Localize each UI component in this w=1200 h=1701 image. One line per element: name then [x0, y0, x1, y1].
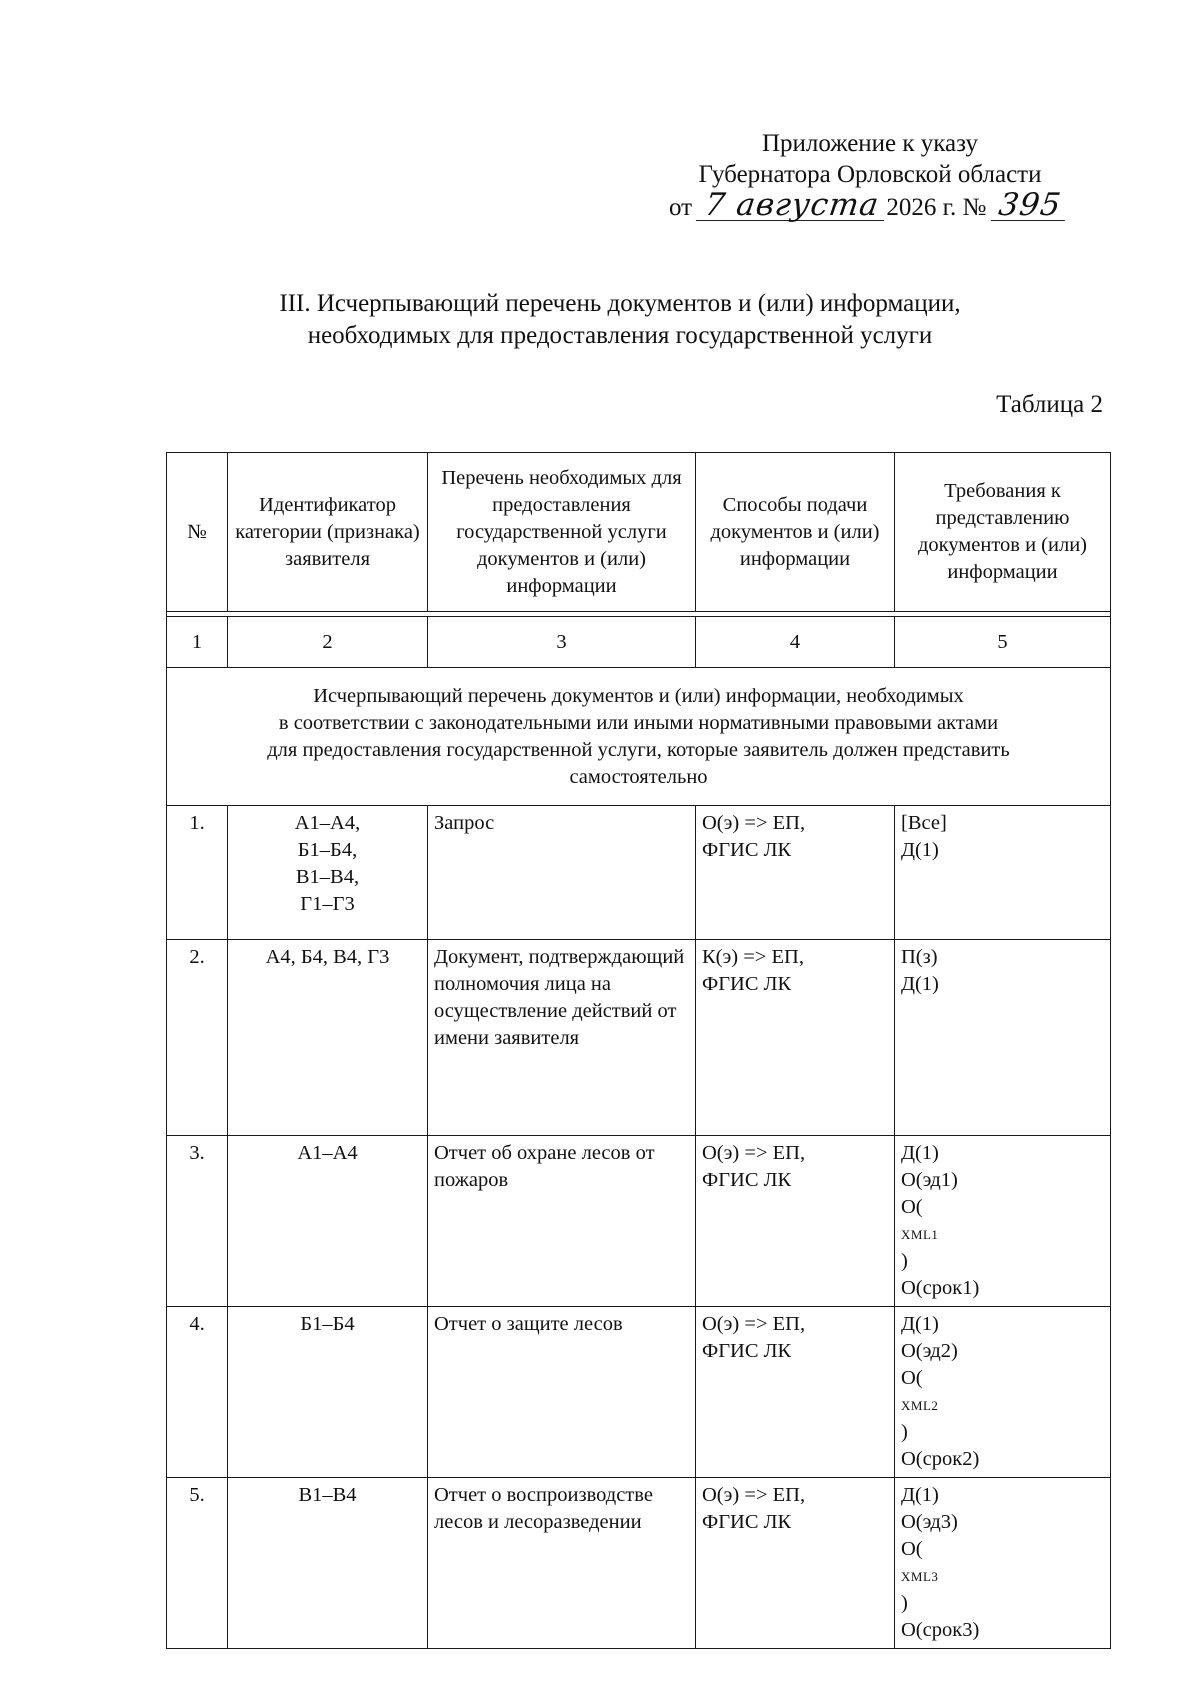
- column-number: 3: [428, 617, 696, 668]
- req-line: О(срок2): [901, 1448, 980, 1470]
- req-xml-open: О(: [901, 1196, 923, 1218]
- row-requirements: [895, 806, 1111, 940]
- row-document: Отчет о защите лесов: [428, 1307, 696, 1478]
- row-applicant-id: В1–В4: [228, 1478, 428, 1649]
- row-method: [696, 1307, 895, 1478]
- req-xml-open: О(: [901, 1538, 923, 1560]
- handwritten-number: 395: [990, 190, 1068, 221]
- row-number: 5.: [167, 1478, 228, 1649]
- table-row: [167, 1478, 1111, 1649]
- header-submission-methods: Способы подачи документов и (или) информации: [696, 453, 895, 612]
- req-line: О(эд1): [901, 1169, 958, 1191]
- req-xml-close: ): [901, 1421, 908, 1443]
- row-applicant-id: А1–А4: [228, 1136, 428, 1307]
- req-xml-close: ): [901, 1592, 908, 1614]
- header-requirements: Требования к представлению документов и (или) информации: [895, 453, 1111, 612]
- req-line: Д(1): [901, 1484, 939, 1506]
- section-title-line-1: III. Исчерпывающий перечень документов и (или) информации,: [279, 290, 961, 317]
- section-row-text: [167, 668, 1111, 806]
- row-document: Отчет об охране лесов от пожаров: [428, 1136, 696, 1307]
- section-row-line: для предоставления государственной услуги, которые заявитель должен представить: [267, 738, 1010, 761]
- row-number: 1.: [167, 806, 228, 940]
- header-number: №: [167, 453, 228, 612]
- row-method: [696, 1478, 895, 1649]
- attachment-year: 2026 г. №: [886, 194, 987, 221]
- column-number: 2: [228, 617, 428, 668]
- id-line: В1–В4,: [295, 866, 360, 888]
- documents-table: [166, 452, 1111, 1649]
- column-number: 1: [167, 617, 228, 668]
- method-line: О(э) => ЕП,: [702, 1313, 806, 1335]
- req-line: О(эд2): [901, 1340, 958, 1362]
- row-requirements: [895, 1478, 1111, 1649]
- row-document: Запрос: [428, 806, 696, 940]
- req-line: О(срок1): [901, 1277, 980, 1299]
- section-row: [167, 668, 1111, 806]
- section-title: [180, 288, 1060, 352]
- req-line: Д(1): [901, 1313, 939, 1335]
- row-method: [696, 1136, 895, 1307]
- method-line: О(э) => ЕП,: [702, 1484, 806, 1506]
- table-row: [167, 940, 1111, 1136]
- column-number-row: [167, 617, 1111, 668]
- attachment-header: [655, 128, 1085, 223]
- req-xml-close: ): [901, 1250, 908, 1272]
- row-requirements: [895, 940, 1111, 1136]
- column-number: 4: [696, 617, 895, 668]
- row-document: Документ, подтверждающий полномочия лица на осуществление действий от имени заявителя: [428, 940, 696, 1136]
- req-xml-code: XML2: [901, 1398, 939, 1413]
- req-xml-code: XML1: [901, 1227, 939, 1242]
- header-documents: Перечень необходимых для предоставления государственной услуги документов и (или) информации: [428, 453, 696, 612]
- method-line: ФГИС ЛК: [702, 839, 792, 861]
- row-requirements: [895, 1136, 1111, 1307]
- req-line-xml: [901, 1365, 1104, 1446]
- row-applicant-id: Б1–Б4: [228, 1307, 428, 1478]
- section-title-line-2: необходимых для предоставления государственной услуги: [307, 322, 933, 349]
- table-row: [167, 806, 1111, 940]
- section-row-line: в соответствии с законодательными или иными нормативными правовыми актами: [278, 711, 999, 734]
- row-document: Отчет о воспроизводстве лесов и лесоразведении: [428, 1478, 696, 1649]
- row-number: 2.: [167, 940, 228, 1136]
- table-row: [167, 1307, 1111, 1478]
- req-line: П(з): [901, 946, 938, 968]
- req-line-xml: [901, 1536, 1104, 1617]
- method-line: ФГИС ЛК: [702, 1511, 792, 1533]
- method-line: ФГИС ЛК: [702, 973, 792, 995]
- row-number: 4.: [167, 1307, 228, 1478]
- req-line: [Все]: [901, 812, 947, 834]
- req-xml-open: О(: [901, 1367, 923, 1389]
- table-header-row: [167, 453, 1111, 612]
- id-line: Б1–Б4,: [297, 839, 358, 861]
- column-number: 5: [895, 617, 1111, 668]
- row-applicant-id: А4, Б4, В4, Г3: [228, 940, 428, 1136]
- req-line: Д(1): [901, 1142, 939, 1164]
- id-line: Г1–Г3: [300, 893, 355, 915]
- method-line: ФГИС ЛК: [702, 1169, 792, 1191]
- req-xml-code: XML3: [901, 1569, 939, 1584]
- method-line: ФГИС ЛК: [702, 1340, 792, 1362]
- section-row-line: Исчерпывающий перечень документов и (или) информации, необходимых: [313, 684, 964, 707]
- handwritten-date: 7 августа: [696, 190, 888, 221]
- row-applicant-id: [228, 806, 428, 940]
- req-line: О(эд3): [901, 1511, 958, 1533]
- row-method: [696, 806, 895, 940]
- attachment-prefix: от: [669, 194, 693, 221]
- row-number: 3.: [167, 1136, 228, 1307]
- req-line: О(срок3): [901, 1619, 980, 1641]
- attachment-line-2: Губернатора Орловской области: [698, 161, 1042, 188]
- method-line: О(э) => ЕП,: [702, 812, 806, 834]
- attachment-line-3: [655, 187, 1085, 223]
- method-line: К(э) => ЕП,: [702, 946, 804, 968]
- row-requirements: [895, 1307, 1111, 1478]
- section-row-line: самостоятельно: [569, 765, 708, 788]
- table-label: Таблица 2: [996, 391, 1103, 418]
- req-line: Д(1): [901, 973, 939, 995]
- id-line: А1–А4,: [294, 812, 361, 834]
- method-line: О(э) => ЕП,: [702, 1142, 806, 1164]
- row-method: [696, 940, 895, 1136]
- req-line-xml: [901, 1194, 1104, 1275]
- header-applicant-id: Идентификатор категории (признака) заявителя: [228, 453, 428, 612]
- attachment-line-1: Приложение к указу: [761, 130, 979, 157]
- req-line: Д(1): [901, 839, 939, 861]
- table-row: [167, 1136, 1111, 1307]
